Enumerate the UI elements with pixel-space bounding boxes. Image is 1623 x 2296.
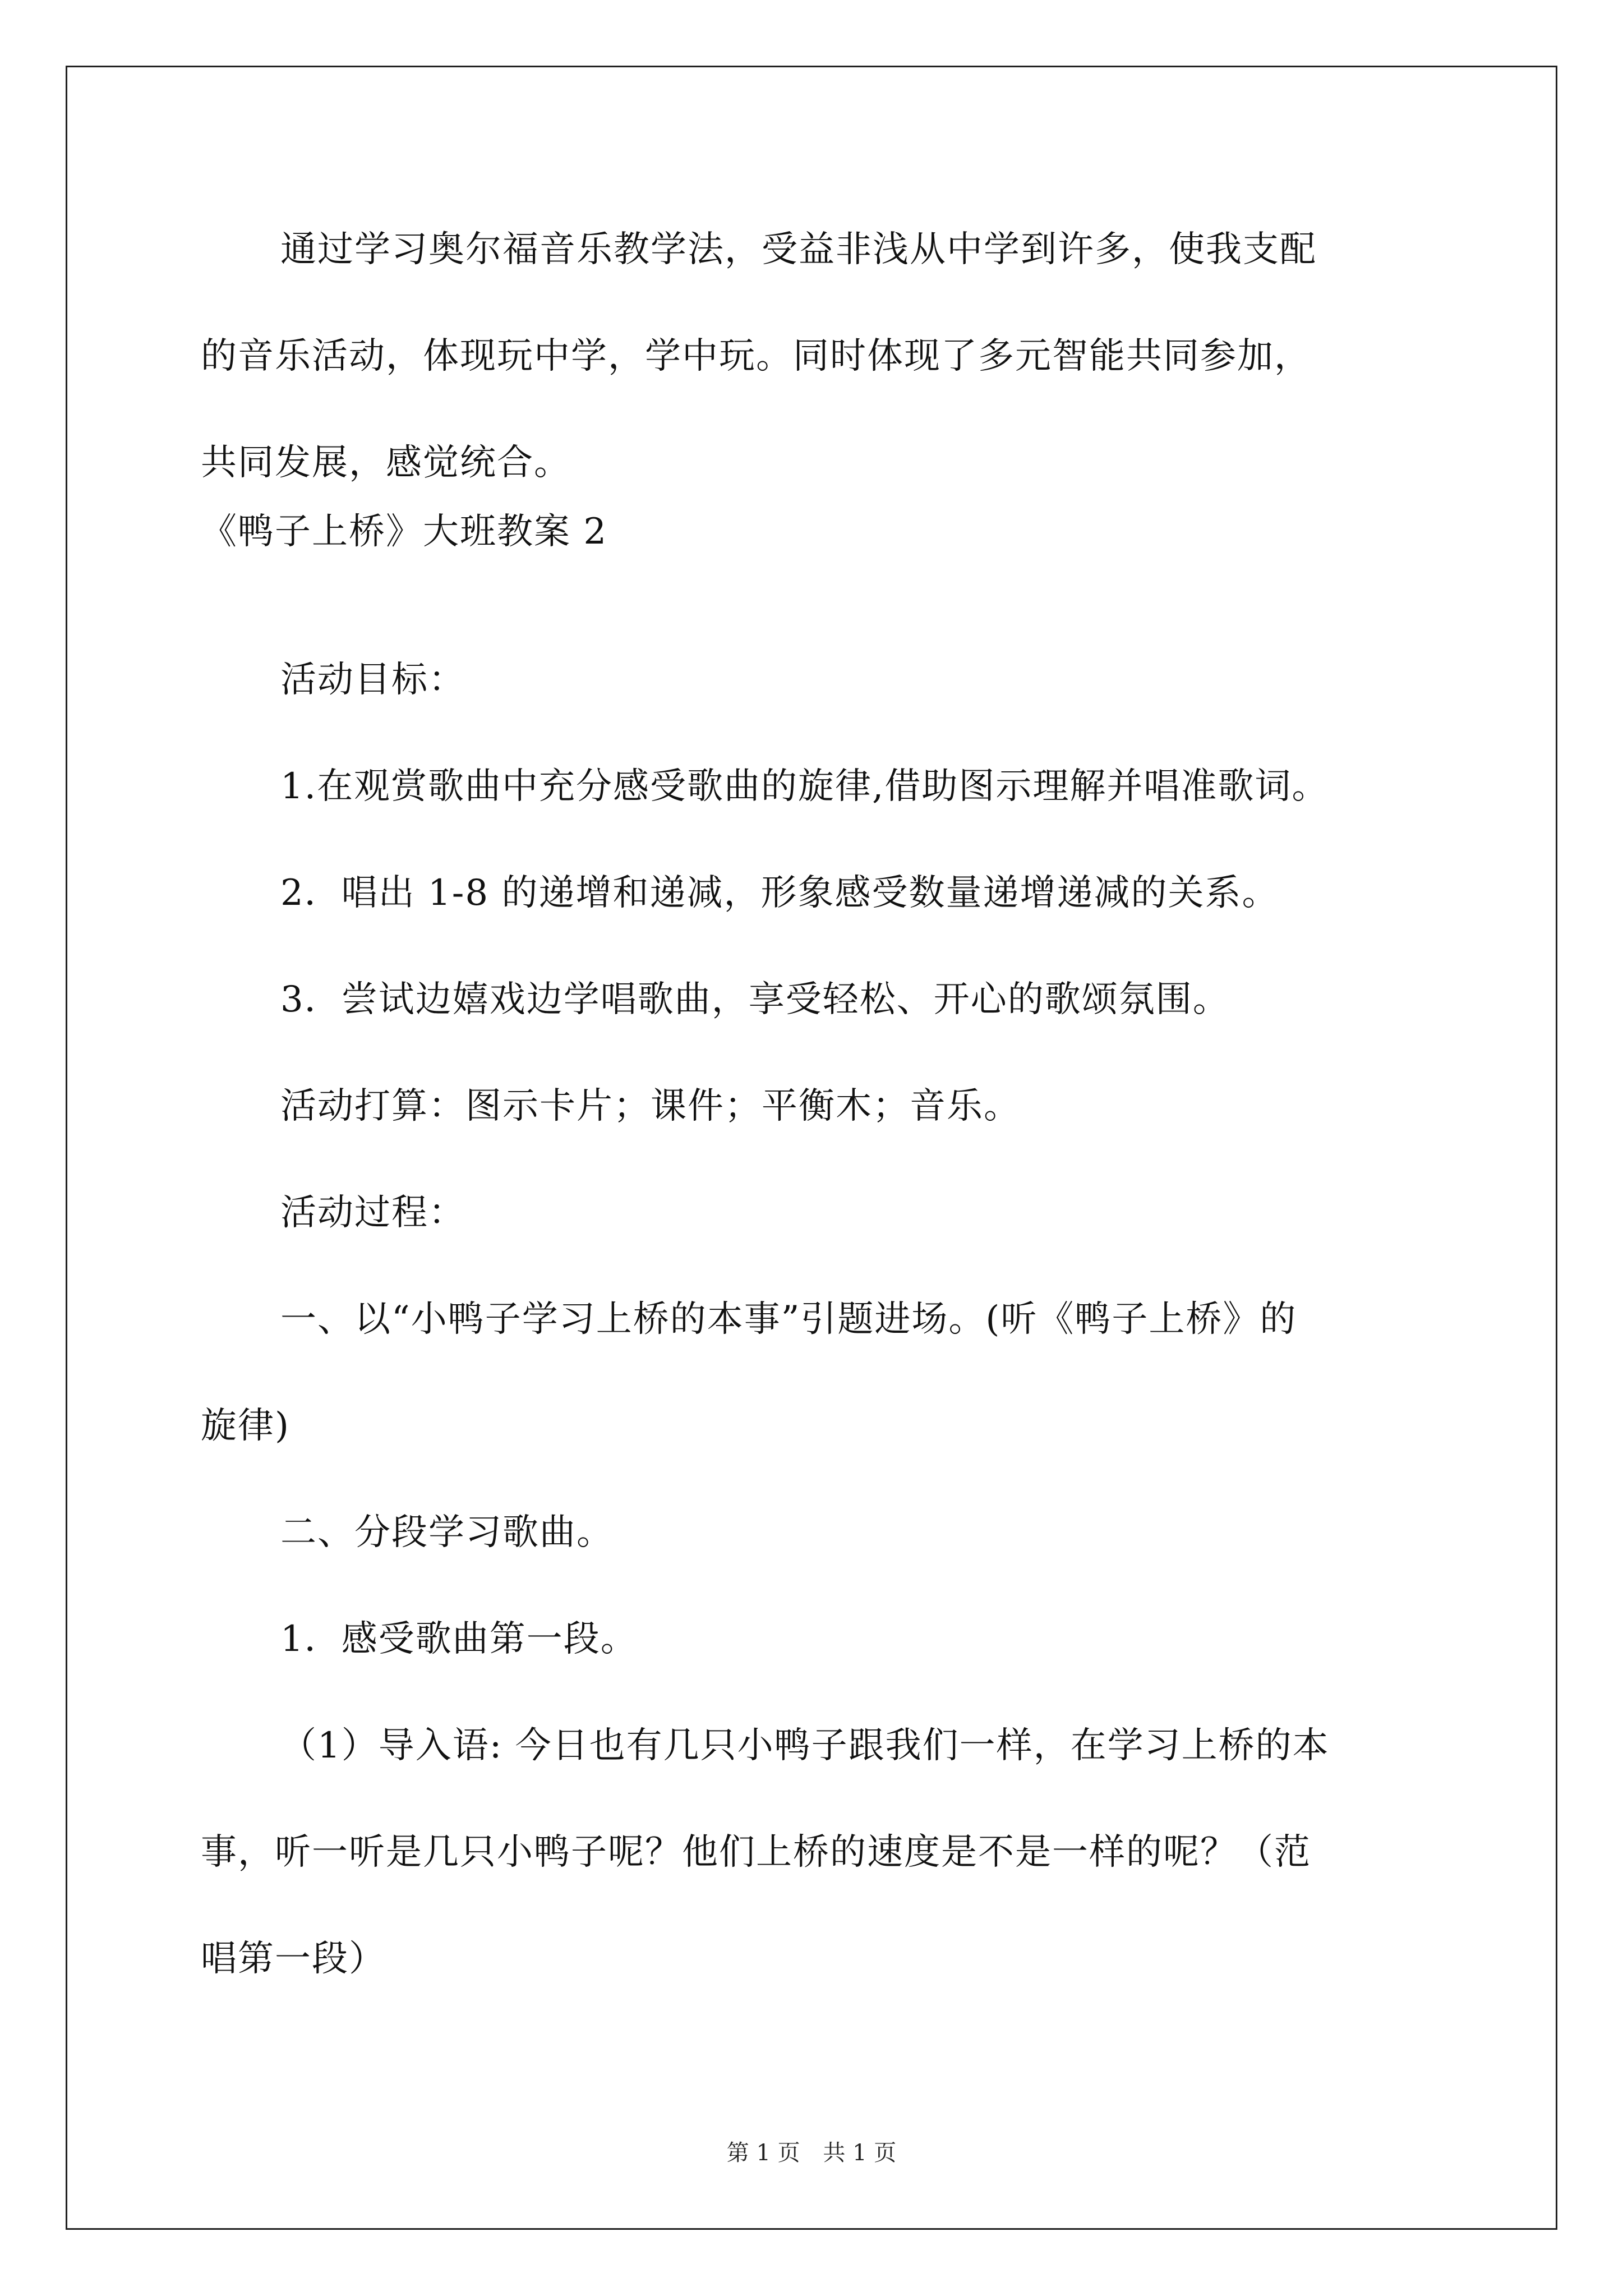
paragraph-line: 活动目标： xyxy=(280,659,465,701)
paragraph-line: 共同发展，感觉统合。 xyxy=(201,442,571,484)
page-footer xyxy=(0,2136,1623,2170)
paragraph-line: 事，听一听是几只小鸭子呢？他们上桥的速度是不是一样的呢？（范 xyxy=(201,1832,1311,1873)
section-heading: 《鸭子上桥》大班教案 2 xyxy=(201,511,608,553)
list-item: 3．尝试边嬉戏边学唱歌曲，享受轻松、开心的歌颂氛围。 xyxy=(280,979,1230,1020)
list-item: 1.在观赏歌曲中充分感受歌曲的旋律,借助图示理解并唱准歌词。 xyxy=(280,766,1329,807)
paragraph-line: 通过学习奥尔福音乐教学法，受益非浅从中学到许多，使我支配 xyxy=(280,229,1317,270)
paragraph-line: 一、以“小鸭子学习上桥的本事”引题进场。(听《鸭子上桥》的 xyxy=(280,1299,1297,1340)
page-total: 共 1 页 xyxy=(823,2140,897,2166)
paragraph-line: 二、分段学习歌曲。 xyxy=(280,1512,614,1553)
paragraph-line: 旋律) xyxy=(201,1405,290,1447)
page-border xyxy=(66,66,1557,2230)
paragraph-line: 的音乐活动，体现玩中学，学中玩。同时体现了多元智能共同参加， xyxy=(201,335,1311,377)
list-item: 1．感受歌曲第一段。 xyxy=(280,1618,638,1660)
list-item: 2．唱出 1-8 的递增和递减，形象感受数量递增递减的关系。 xyxy=(280,872,1279,914)
paragraph-line: （1）导入语: 今日也有几只小鸭子跟我们一样，在学习上桥的本 xyxy=(280,1725,1330,1766)
paragraph-line: 唱第一段） xyxy=(201,1938,386,1980)
paragraph-line: 活动过程： xyxy=(280,1192,465,1234)
paragraph-line: 活动打算：图示卡片；课件；平衡木；音乐。 xyxy=(280,1085,1021,1127)
page-number: 第 1 页 xyxy=(726,2140,800,2166)
